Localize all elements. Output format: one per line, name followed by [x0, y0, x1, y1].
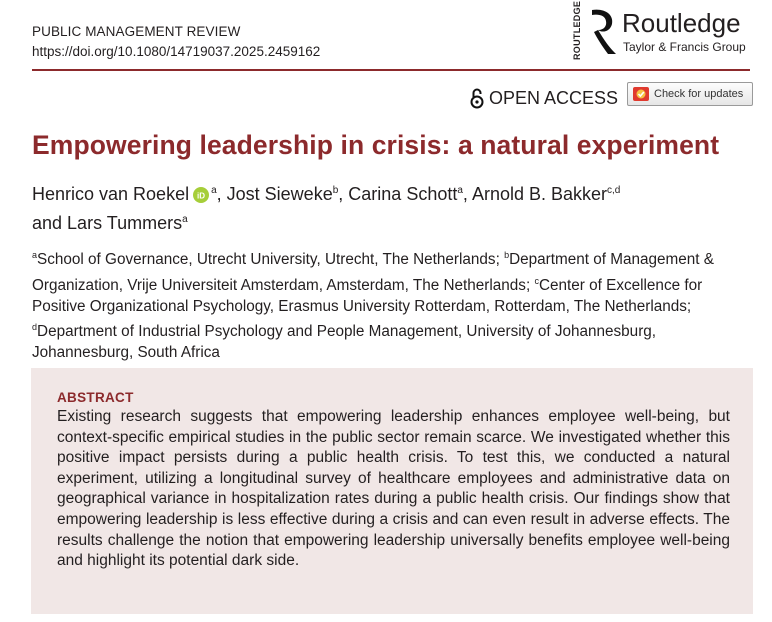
- affiliation-text: School of Governance, Utrecht University, Utrecht, The Netherlands;: [37, 251, 505, 268]
- publisher-subtitle: Taylor & Francis Group: [623, 40, 746, 54]
- author-affiliation-mark: c,d: [607, 185, 621, 196]
- author-name[interactable]: Arnold B. Bakker: [471, 184, 607, 204]
- author-affiliation-mark: a: [457, 185, 463, 196]
- publisher-logo: [572, 0, 762, 60]
- svg-text:iD: iD: [197, 191, 206, 201]
- author-name[interactable]: Henrico van Roekel: [32, 184, 190, 204]
- check-updates-icon: [632, 86, 650, 102]
- open-access-lock-icon: [470, 87, 484, 109]
- affiliation-text: Department of Management & Organization, Vrije Universiteit Amsterdam, Amsterdam, The Netherlands;: [32, 251, 715, 294]
- open-access-badge: [470, 86, 618, 110]
- author-name[interactable]: Jost Sieweke: [226, 184, 333, 204]
- affiliation-text: Department of Industrial Psychology and People Management, University of Johannesburg, Johannesburg, South Africa: [32, 323, 657, 362]
- abstract-text: Existing research suggests that empowering leadership enhances employee well-being, but context-specific empirical studies in the public sector remain scarce. We investigated whether this positive impact persists during a public health crisis. To test this, we conducted a natural experiment, utilizing a longitudinal survey of healthcare employees and administrative data on geographical variance in hospitalization rates during a public health crisis. Our findings show that empowering leadership is less effective during a crisis and can even result in adverse effects. The results challenge the notion that empowering leadership universally benefits employee well-being and highlight its potential dark side.: [57, 408, 730, 570]
- check-updates-label: Check for updates: [654, 88, 744, 100]
- header-rule: [32, 69, 750, 71]
- abstract-heading: ABSTRACT: [57, 390, 134, 405]
- check-updates-button[interactable]: [627, 82, 753, 106]
- affiliation-mark: c: [534, 275, 539, 286]
- journal-name: PUBLIC MANAGEMENT REVIEW: [32, 24, 241, 39]
- author-name[interactable]: Lars Tummers: [67, 213, 183, 233]
- author-affiliation-mark: a: [211, 185, 217, 196]
- doi-link[interactable]: https://doi.org/10.1080/14719037.2025.2459162: [32, 44, 321, 59]
- open-access-label: OPEN ACCESS: [489, 88, 619, 108]
- publisher-name: Routledge: [622, 8, 741, 38]
- routledge-logo-icon: [586, 6, 620, 58]
- author-list: Henrico van Roekel iD $^a$, Jost Sieweke$^b$, Carina Schott$^a$, Arnold B. Bakker$^{c,d}$ and Lars Tummers$^a$: [32, 184, 621, 233]
- article-title: Empowering leadership in crisis: a natural experiment: [32, 130, 720, 160]
- affiliation-mark: a: [32, 250, 38, 260]
- affiliation-mark: b: [504, 250, 510, 260]
- author-affiliation-mark: b: [332, 185, 339, 196]
- author-name[interactable]: Carina Schott: [348, 184, 458, 204]
- affiliation-text: Center of Excellence for Positive Organizational Psychology, Erasmus University Rotterdam, Rotterdam, The Netherlands;: [32, 276, 703, 315]
- orcid-icon[interactable]: [193, 187, 209, 203]
- affiliations: [32, 245, 757, 364]
- publisher-vertical-text: ROUTLEDGE: [572, 0, 582, 60]
- author-affiliation-mark: a: [182, 214, 188, 225]
- affiliation-mark: d: [32, 322, 38, 333]
- journal-header: [32, 22, 320, 62]
